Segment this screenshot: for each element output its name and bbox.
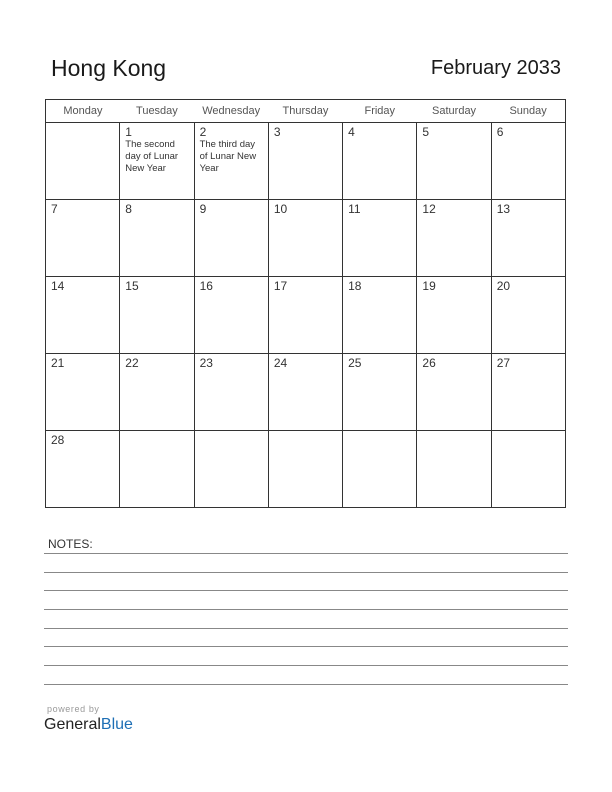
brand-blue: Blue xyxy=(100,716,133,733)
week-row xyxy=(46,277,566,354)
day-cell xyxy=(120,200,194,277)
day-number: 6 xyxy=(496,125,504,139)
day-number: 20 xyxy=(496,279,511,293)
day-number: 26 xyxy=(422,356,436,370)
notes-line xyxy=(44,646,568,647)
holiday-note: The third day of Lunar New Year xyxy=(199,139,257,174)
holiday-note: The second day of Lunar New Year xyxy=(125,139,179,174)
day-number: 12 xyxy=(422,202,436,216)
day-cell xyxy=(120,123,194,200)
weekday-header: Wednesday xyxy=(194,100,268,123)
day-cell xyxy=(268,277,342,354)
day-number: 2 xyxy=(199,125,207,139)
country-title: Hong Kong xyxy=(51,55,167,81)
day-cell xyxy=(120,354,194,431)
day-cell xyxy=(491,277,565,354)
day-cell xyxy=(194,200,268,277)
day-number: 9 xyxy=(199,202,207,216)
notes-line xyxy=(44,684,568,685)
day-cell xyxy=(194,123,268,200)
day-number: 13 xyxy=(496,202,511,216)
calendar-grid xyxy=(45,99,566,508)
day-number: 10 xyxy=(273,202,288,216)
day-number: 11 xyxy=(348,202,361,216)
week-row xyxy=(46,123,566,200)
day-number: 23 xyxy=(199,356,213,370)
weekday-header: Saturday xyxy=(417,100,491,123)
day-cell xyxy=(491,200,565,277)
day-cell xyxy=(268,123,342,200)
day-cell xyxy=(491,123,565,200)
day-cell xyxy=(46,431,120,508)
weekday-header: Friday xyxy=(343,100,417,123)
day-cell xyxy=(120,277,194,354)
month-year-title: February 2033 xyxy=(430,57,561,79)
day-number: 25 xyxy=(348,356,362,370)
brand-general: General xyxy=(44,716,101,733)
brand-logo xyxy=(44,716,133,734)
day-cell xyxy=(268,431,342,508)
day-number: 5 xyxy=(422,125,430,139)
day-number: 22 xyxy=(125,356,139,370)
day-cell xyxy=(194,277,268,354)
day-cell xyxy=(417,277,491,354)
day-number: 17 xyxy=(273,279,288,293)
notes-line xyxy=(44,609,568,610)
day-number: 28 xyxy=(51,433,65,447)
day-cell xyxy=(491,431,565,508)
day-number: 3 xyxy=(273,125,281,139)
weekday-header-row xyxy=(46,100,566,123)
day-cell xyxy=(343,277,417,354)
day-number: 4 xyxy=(348,125,355,139)
notes-line xyxy=(44,628,568,629)
notes-line xyxy=(44,553,568,554)
day-number: 27 xyxy=(496,356,511,370)
weekday-header: Thursday xyxy=(268,100,342,123)
notes-line xyxy=(44,665,568,666)
day-number: 24 xyxy=(273,356,288,370)
day-cell xyxy=(417,354,491,431)
week-row xyxy=(46,354,566,431)
day-number: 8 xyxy=(125,202,132,216)
day-number: 18 xyxy=(348,279,362,293)
day-cell xyxy=(268,200,342,277)
weekday-header: Tuesday xyxy=(120,100,194,123)
day-cell xyxy=(343,200,417,277)
day-cell xyxy=(491,354,565,431)
week-row xyxy=(46,200,566,277)
day-cell xyxy=(343,123,417,200)
day-number: 1 xyxy=(125,125,132,139)
day-cell xyxy=(417,123,491,200)
notes-line xyxy=(44,590,568,591)
notes-label: NOTES: xyxy=(48,537,93,551)
day-cell xyxy=(343,431,417,508)
day-cell xyxy=(120,431,194,508)
powered-by-text: powered by xyxy=(47,704,100,714)
day-cell xyxy=(46,123,120,200)
day-number: 15 xyxy=(125,279,139,293)
weekday-header: Sunday xyxy=(491,100,565,123)
week-row xyxy=(46,431,566,508)
day-cell xyxy=(417,431,491,508)
day-number: 14 xyxy=(51,279,65,293)
day-number: 16 xyxy=(199,279,213,293)
day-number: 21 xyxy=(51,356,65,370)
day-cell xyxy=(343,354,417,431)
day-cell xyxy=(194,431,268,508)
notes-line xyxy=(44,572,568,573)
day-number: 19 xyxy=(422,279,436,293)
day-cell xyxy=(194,354,268,431)
day-cell xyxy=(46,200,120,277)
weekday-header: Monday xyxy=(46,100,120,123)
day-cell xyxy=(268,354,342,431)
day-number: 7 xyxy=(51,202,58,216)
day-cell xyxy=(46,354,120,431)
day-cell xyxy=(46,277,120,354)
day-cell xyxy=(417,200,491,277)
